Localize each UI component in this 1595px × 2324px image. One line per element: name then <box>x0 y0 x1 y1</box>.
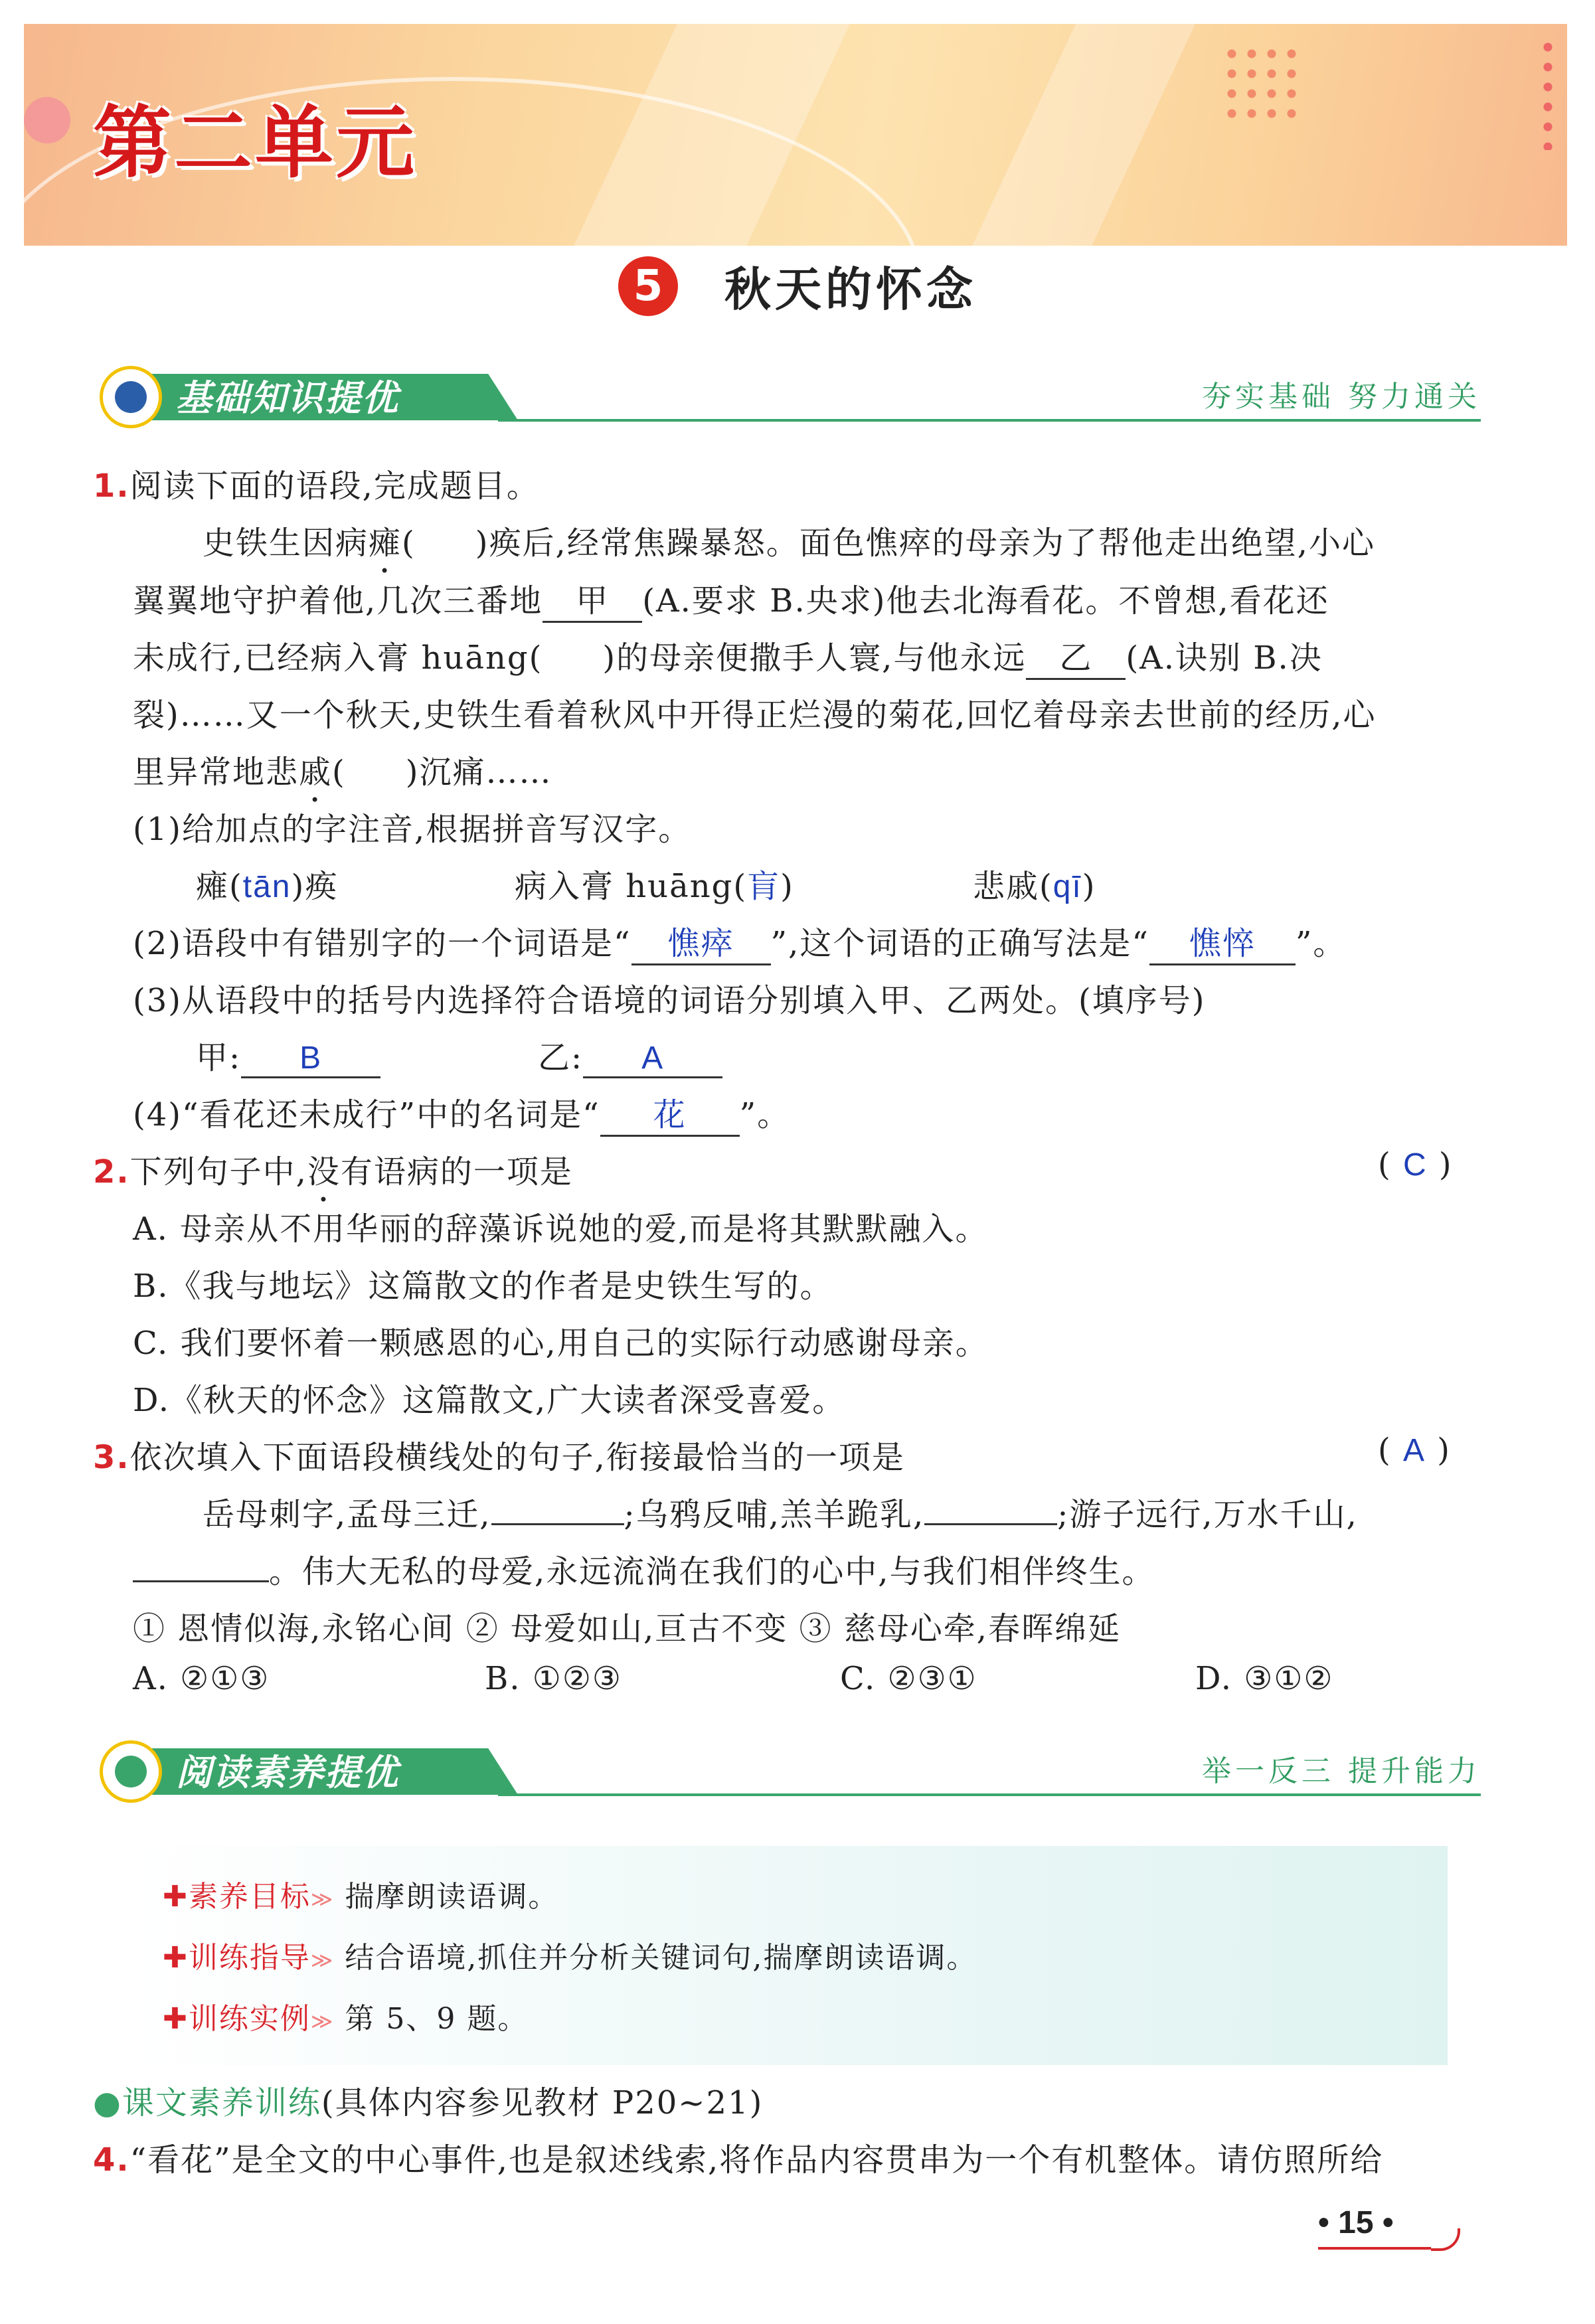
dot-column-decoration <box>1538 37 1558 150</box>
house-icon <box>100 366 162 428</box>
label: 乙: <box>538 1039 584 1076</box>
guide-text: 第 5、9 题。 <box>345 2002 529 2036</box>
q3-option-a: A. ②①③ <box>133 1660 270 1697</box>
question-text: 阅读下面的语段,完成题目。 <box>129 467 540 505</box>
fill-blank <box>133 1580 269 1582</box>
q3-option-b: B. ①②③ <box>485 1660 622 1697</box>
paren: ( <box>1378 1432 1403 1469</box>
guide-tag: ✚训练指导≫ <box>163 1941 335 1975</box>
answer: qī <box>1052 869 1082 904</box>
guide-text: 结合语境,抓住并分析关键词句,揣摩朗读语调。 <box>345 1941 977 1975</box>
tag-text: 素养目标 <box>188 1880 311 1914</box>
dotted-char: 瘫 <box>369 525 402 562</box>
lesson-title: 秋天的怀念 <box>724 262 977 317</box>
section-label: 阅读素养提优 <box>176 1752 399 1793</box>
q2-option-d: D.《秋天的怀念》这篇散文,广大读者深受喜爱。 <box>133 1382 846 1419</box>
blank-jia: 甲 <box>543 575 642 623</box>
label: ) <box>1082 868 1096 905</box>
leaf-icon: ● <box>93 2084 122 2121</box>
q1-sub1-answer-b <box>515 861 794 906</box>
dotted-char: 戚 <box>299 754 333 791</box>
passage-text: (A.诀别 B.决 <box>1126 639 1323 677</box>
answer: C <box>1402 1147 1428 1183</box>
question-text: 有语病的一项是 <box>340 1153 573 1191</box>
label: ”。 <box>739 1096 791 1133</box>
kewen-note: (具体内容参见教材 P20~21) <box>321 2084 764 2121</box>
label: ”。 <box>1295 925 1347 962</box>
q1-sub4 <box>133 1089 790 1137</box>
passage-text: 。伟大无私的母爱,永远流淌在我们的心中,与我们相伴终生。 <box>269 1553 1155 1590</box>
passage-line-2 <box>133 575 1329 623</box>
section-motto: 举一反三 提升能力 <box>1202 1754 1481 1788</box>
question-text: “看花”是全文的中心事件,也是叙述线索,将作品内容贯串为一个有机整体。请仿照所给 <box>129 2141 1384 2179</box>
plant-icon <box>100 1740 162 1803</box>
blank-yi: 乙 <box>1026 632 1126 680</box>
answer: 憔瘁 <box>631 918 771 965</box>
answer: B <box>241 1040 380 1078</box>
section-rule <box>498 1793 1481 1796</box>
kewen-heading <box>93 2077 763 2123</box>
section-rule <box>498 419 1481 422</box>
q3-items: ① 恩情似海,永铭心间 ② 母爱如山,亘古不变 ③ 慈母心牵,春晖绵延 <box>133 1610 1122 1647</box>
guide-method <box>163 1934 977 1976</box>
guide-text: 揣摩朗读语调。 <box>345 1880 559 1914</box>
question-2-answer <box>1378 1146 1453 1183</box>
label: 悲戚( <box>973 868 1053 905</box>
guide-tag: ✚训练实例≫ <box>163 2002 335 2036</box>
passage-text: (A.要求 B.央求)他去北海看花。不曾想,看花还 <box>642 582 1329 620</box>
q3-option-d: D. ③①② <box>1195 1660 1334 1697</box>
passage-text: 岳母刺字,孟母三迁, <box>203 1496 491 1533</box>
label: ) <box>780 868 794 905</box>
section-motto: 夯实基础 努力通关 <box>1202 380 1481 414</box>
question-2-stem <box>93 1146 573 1209</box>
guide-tag: ✚素养目标≫ <box>163 1880 335 1914</box>
passage-text: 史铁生因病 <box>203 525 369 562</box>
section-label: 基础知识提优 <box>176 377 399 419</box>
passage-text: ( <box>332 754 346 791</box>
label: ”,这个词语的正确写法是“ <box>770 925 1149 962</box>
section-header-reading <box>100 1736 1481 1803</box>
q2-option-a: A. 母亲从不用华丽的辞藻诉说她的爱,而是将其默默融入。 <box>133 1210 989 1248</box>
answer: A <box>583 1040 722 1078</box>
dot-grid-decoration <box>1222 44 1301 124</box>
question-number: 3. <box>93 1439 130 1476</box>
q1-sub3: (3)从语段中的括号内选择符合语境的词语分别填入甲、乙两处。(填序号) <box>133 982 1206 1019</box>
passage-text: ;乌鸦反哺,羔羊跪乳, <box>624 1496 925 1533</box>
label: (4)“看花还未成行”中的名词是“ <box>133 1096 600 1133</box>
passage-line-4: 裂)……又一个秋天,史铁生看着秋风中开得正烂漫的菊花,回忆着母亲去世前的经历,心 <box>133 697 1377 734</box>
fill-blank <box>491 1523 624 1525</box>
tag-text: 训练指导 <box>188 1941 311 1975</box>
answer: A <box>1402 1433 1426 1468</box>
circle-decoration <box>24 97 70 143</box>
question-number: 2. <box>93 1153 130 1191</box>
passage-text: )痪后,经常焦躁暴怒。面色憔瘁的母亲为了帮他走出绝望,小心 <box>475 525 1376 562</box>
q1-sub1-answer-a <box>196 861 338 906</box>
paren: ) <box>1427 1146 1453 1183</box>
passage-text: ( <box>402 525 416 562</box>
q1-sub1: (1)给加点的字注音,根据拼音写汉字。 <box>133 811 692 848</box>
question-text: 依次填入下面语段横线处的句子,衔接最恰当的一项是 <box>129 1439 905 1476</box>
label: 瘫( <box>196 868 243 905</box>
passage-text: 翼翼地守护着他,几次三番地 <box>133 582 543 620</box>
question-3-answer <box>1378 1432 1451 1469</box>
kewen-title: 课文素养训练 <box>122 2084 321 2121</box>
label: )痪 <box>291 868 339 905</box>
q3-option-c: C. ②③① <box>840 1660 977 1697</box>
passage-line-5 <box>133 746 552 809</box>
label: 甲: <box>196 1039 242 1076</box>
fill-blank <box>924 1523 1057 1525</box>
passage-text: ;游子远行,万水千山, <box>1057 1496 1358 1533</box>
question-3-stem <box>93 1432 905 1477</box>
page-number-hook <box>1431 2228 1460 2251</box>
question-text: 下列句子中, <box>129 1153 307 1191</box>
section-header-basics <box>100 362 1481 428</box>
answer: 憔悴 <box>1149 918 1296 965</box>
answer: tān <box>242 869 292 904</box>
q2-option-b: B.《我与地坛》这篇散文的作者是史铁生写的。 <box>133 1268 833 1305</box>
label: (2)语段中有错别字的一个词语是“ <box>133 925 631 962</box>
answer: 肓 <box>747 869 781 904</box>
guide-example <box>163 1995 528 2037</box>
q1-sub2 <box>133 918 1346 965</box>
q2-option-c: C. 我们要怀着一颗感恩的心,用自己的实际行动感谢母亲。 <box>133 1325 989 1362</box>
paren: ( <box>1378 1146 1403 1183</box>
passage-text: 未成行,已经病入膏 huāng( <box>133 639 543 677</box>
lesson-heading <box>0 252 1595 319</box>
passage-line-3 <box>133 632 1323 680</box>
label: 病入膏 huāng( <box>515 868 748 905</box>
question-number: 4. <box>93 2141 130 2179</box>
q3-passage-line-2 <box>133 1546 1155 1592</box>
lesson-number: 5 <box>618 256 678 316</box>
question-number: 1. <box>93 467 130 505</box>
paren: ) <box>1426 1432 1451 1469</box>
banner-stripe <box>958 24 1202 246</box>
q3-passage-line-1 <box>203 1489 1358 1535</box>
page-number-rule <box>1318 2247 1431 2250</box>
unit-title: 第二单元 <box>93 97 418 189</box>
tag-text: 训练实例 <box>188 2002 311 2036</box>
passage-text: 里异常地悲 <box>133 754 299 791</box>
q1-sub3-answer-yi <box>538 1032 722 1078</box>
dotted-char: 没 <box>307 1153 341 1191</box>
q1-sub3-answer-jia <box>196 1032 380 1078</box>
answer: 花 <box>600 1089 740 1137</box>
question-4-stem <box>93 2134 1383 2180</box>
guide-goal <box>163 1872 558 1915</box>
q1-sub1-answer-c <box>973 861 1096 906</box>
question-1-stem <box>93 460 540 506</box>
passage-text: )沉痛…… <box>405 754 552 791</box>
page-number: • 15 • <box>1318 2205 1394 2240</box>
passage-line-1 <box>203 517 1375 580</box>
passage-text: )的母亲便撒手人寰,与他永远 <box>602 639 1027 677</box>
